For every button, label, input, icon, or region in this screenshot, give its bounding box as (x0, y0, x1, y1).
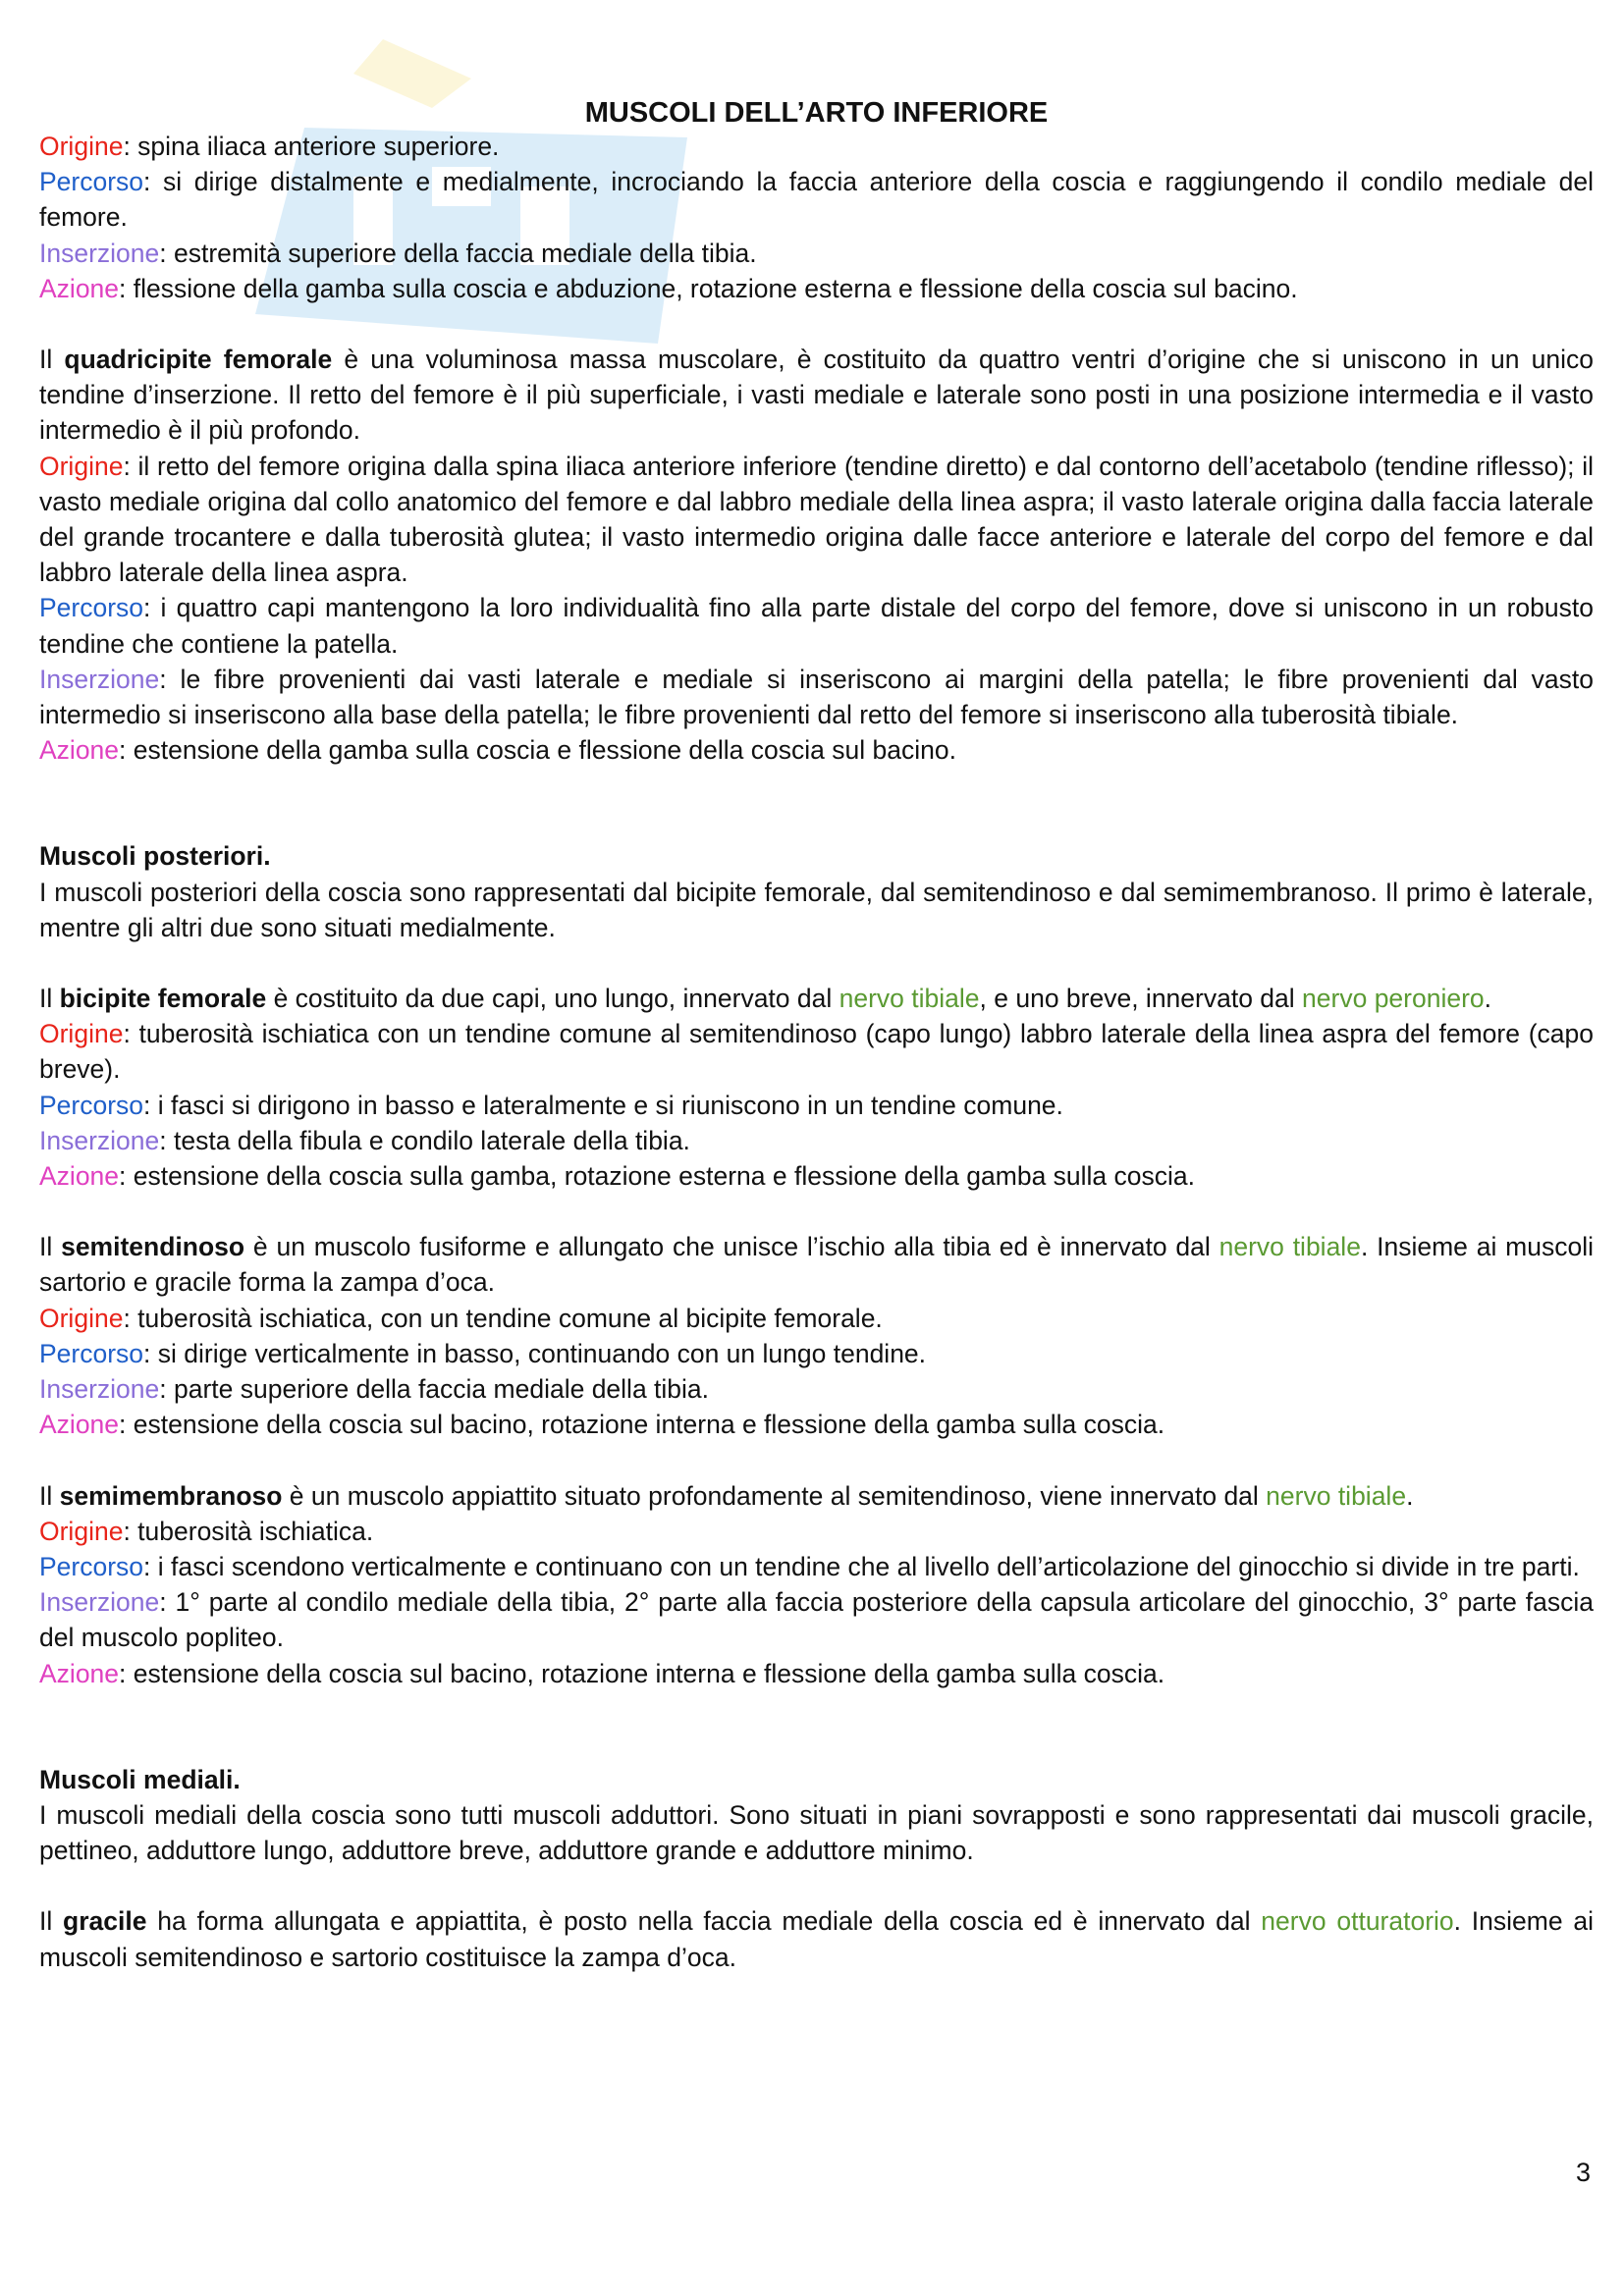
quadricipite-inserzione: Inserzione: le fibre provenienti dai vasti laterale e mediale si inseriscono ai margini della patella; le fibre provenienti dal vasto intermedio si inseriscono alla base della patella; le fibre provenienti dal retto del femore si inseriscono alla tuberosità tibiale. (39, 664, 1594, 730)
semitendinoso-azione: Azione: estensione della coscia sul bacino, rotazione interna e flessione della gamba sulla coscia. (39, 1410, 1165, 1440)
sartorio-origine: Origine: spina iliaca anteriore superiore. (39, 132, 500, 161)
bicipite-azione: Azione: estensione della coscia sulla gamba, rotazione esterna e flessione della gamba sulla coscia. (39, 1161, 1196, 1192)
label-azione: Azione (39, 1161, 120, 1192)
sartorio-inserzione: Inserzione: estremità superiore della faccia mediale della tibia. (39, 238, 757, 268)
label-azione: Azione (39, 273, 120, 303)
label-inserzione: Inserzione (39, 1587, 160, 1618)
label-azione: Azione (39, 735, 120, 766)
page-title: MUSCOLI DELL’ARTO INFERIORE (584, 97, 1049, 129)
posteriori-intro: I muscoli posteriori della coscia sono rappresentati dal bicipite femorale, dal semitendinoso e dal semimembranoso. Il primo è laterale, mentre gli altri due sono situati medialmente. (39, 877, 1594, 942)
label-inserzione: Inserzione (39, 238, 160, 268)
document-page (39, 93, 1594, 1975)
quadricipite-intro: Il quadricipite femorale è una voluminosa massa muscolare, è costituito da quattro ventri d’origine che si uniscono in un unico tendine d’inserzione. Il retto del femore è il più superficiale, i vasti mediale e laterale sono posti in una posizione intermedia e il vasto intermedio è il più profondo. (39, 345, 1595, 446)
sartorio-percorso: Percorso: si dirige distalmente e medialmente, incrociando la faccia anteriore della coscia e raggiungendo il condilo mediale del femore. (39, 167, 1594, 233)
semimembranoso-inserzione: Inserzione: 1° parte al condilo mediale della tibia, 2° parte alla faccia posteriore della capsula articolare del ginocchio, 3° parte fascia del muscolo popliteo. (39, 1587, 1594, 1653)
gracile-intro: Il gracile ha forma allungata e appiattita, è posto nella faccia mediale della coscia ed è innervato dal nervo otturatorio. Insieme ai muscoli semitendinoso e sartorio costituisce la zampa d’oca. (39, 1906, 1594, 1972)
nerve-name: nervo otturatorio (1261, 1906, 1454, 1937)
bicipite-inserzione: Inserzione: testa della fibula e condilo laterale della tibia. (39, 1125, 690, 1155)
bicipite-intro: Il bicipite femorale è costituito da due capi, uno lungo, innervato dal nervo tibiale, e uno breve, innervato dal nervo peroniero. (39, 984, 1492, 1014)
semitendinoso-origine: Origine: tuberosità ischiatica, con un tendine comune al bicipite femorale. (39, 1303, 883, 1333)
nerve-name: nervo tibiale (1266, 1480, 1407, 1511)
semimembranoso-origine: Origine: tuberosità ischiatica. (39, 1516, 374, 1546)
label-inserzione: Inserzione (39, 1125, 160, 1155)
label-azione: Azione (39, 1658, 120, 1688)
quadricipite-percorso: Percorso: i quattro capi mantengono la loro individualità fino alla parte distale del corpo del femore, dove si uniscono in un robusto tendine che contiene la patella. (39, 593, 1594, 659)
label-origine: Origine (39, 132, 124, 161)
label-percorso: Percorso (39, 1090, 144, 1120)
muscle-name: semitendinoso (61, 1232, 245, 1262)
bicipite-percorso: Percorso: i fasci si dirigono in basso e lateralmente e si riuniscono in un tendine comune. (39, 1090, 1063, 1120)
label-percorso: Percorso (39, 593, 144, 623)
nerve-name: nervo peroniero (1302, 984, 1485, 1014)
section-heading-posteriori: Muscoli posteriori. (39, 841, 271, 872)
semitendinoso-inserzione: Inserzione: parte superiore della faccia mediale della tibia. (39, 1374, 710, 1405)
muscle-name: gracile (63, 1906, 147, 1937)
label-origine: Origine (39, 1303, 124, 1333)
label-inserzione: Inserzione (39, 664, 160, 694)
semimembranoso-azione: Azione: estensione della coscia sul bacino, rotazione interna e flessione della gamba sulla coscia. (39, 1658, 1165, 1688)
sartorio-azione: Azione: flessione della gamba sulla coscia e abduzione, rotazione esterna e flessione della coscia sul bacino. (39, 273, 1298, 303)
section-heading-mediali: Muscoli mediali. (39, 1764, 241, 1794)
label-origine: Origine (39, 1019, 124, 1049)
semimembranoso-percorso: Percorso: i fasci scendono verticalmente e continuano con un tendine che al livello dell’articolazione del ginocchio si divide in tre parti. (39, 1551, 1580, 1581)
quadricipite-origine: Origine: il retto del femore origina dalla spina iliaca anteriore inferiore (tendine diretto) e dal contorno dell’acetabolo (tendine riflesso); il vasto mediale origina dal collo anatomico del femore e dal labbro mediale della linea aspra; il vasto laterale origina dalla faccia laterale del grande trocantere e dalla tuberosità glutea; il vasto intermedio origina dalle facce anteriore e laterale del corpo del femore e dal labbro laterale della linea aspra. (39, 451, 1594, 588)
label-percorso: Percorso (39, 167, 144, 197)
semitendinoso-intro: Il semitendinoso è un muscolo fusiforme e allungato che unisce l’ischio alla tibia ed è innervato dal nervo tibiale. Insieme ai muscoli sartorio e gracile forma la zampa d’oca. (39, 1232, 1594, 1298)
label-origine: Origine (39, 451, 124, 481)
semimembranoso-intro: Il semimembranoso è un muscolo appiattito situato profondamente al semitendinoso, viene innervato dal nervo tibiale. (39, 1480, 1414, 1511)
nerve-name: nervo tibiale (1218, 1232, 1361, 1262)
muscle-name: bicipite femorale (59, 984, 267, 1014)
muscle-name: quadricipite femorale (64, 345, 333, 375)
label-inserzione: Inserzione (39, 1374, 160, 1405)
page-number: 3 (1575, 2158, 1591, 2187)
quadricipite-azione: Azione: estensione della gamba sulla coscia e flessione della coscia sul bacino. (39, 735, 956, 766)
label-percorso: Percorso (39, 1551, 144, 1581)
label-percorso: Percorso (39, 1338, 144, 1368)
muscle-name: semimembranoso (59, 1480, 283, 1511)
mediali-intro: I muscoli mediali della coscia sono tutti muscoli adduttori. Sono situati in piani sovrapposti e sono rappresentati dai muscoli gracile, pettineo, adduttore lungo, adduttore breve, adduttore grande e adduttore minimo. (39, 1799, 1594, 1866)
label-origine: Origine (39, 1516, 124, 1546)
semitendinoso-percorso: Percorso: si dirige verticalmente in basso, continuando con un lungo tendine. (39, 1338, 927, 1368)
bicipite-origine: Origine: tuberosità ischiatica con un tendine comune al semitendinoso (capo lungo) labbro laterale della linea aspra del femore (capo breve). (39, 1019, 1594, 1085)
nerve-name: nervo tibiale (839, 984, 980, 1014)
label-azione: Azione (39, 1410, 120, 1440)
